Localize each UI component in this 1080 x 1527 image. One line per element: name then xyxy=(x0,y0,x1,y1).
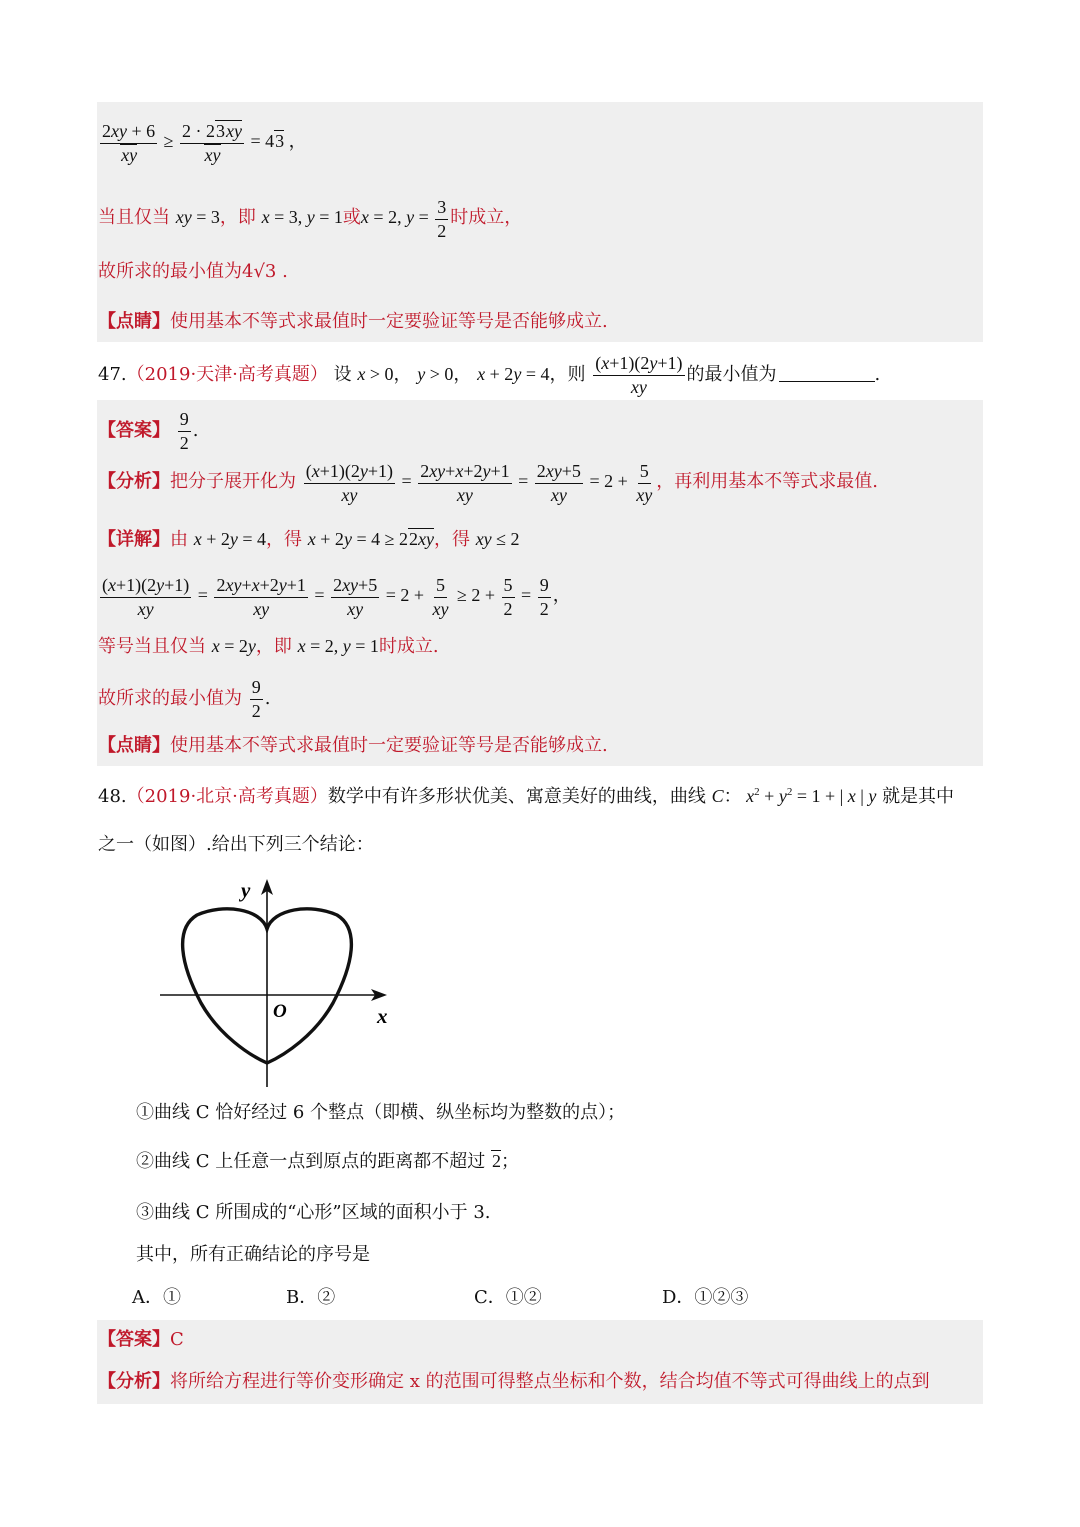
origin-label: O xyxy=(273,1001,287,1022)
statement-2: ②曲线 C 上任意一点到原点的距离都不超过 2； xyxy=(136,1151,519,1172)
option-d[interactable]: D．①②③ xyxy=(662,1287,749,1308)
derivation-47: $\frac{(x+1)(2y+1)}{xy}$ = $\frac{2xy+x+2y+1}{xy}$ = $\frac{2xy+5}{xy}$ = 2 + $\frac{5}{xy}$ ≥ 2 + $\frac{5}{2}$ = $\frac{9}{2}$ ， xyxy=(102,575,571,619)
equality-condition-47: 等号当且仅当 x = 2y，即 x = 2, y = 1时成立. xyxy=(98,636,439,657)
detail-47: 【详解】由 x + 2y = 4，得 x + 2y = 4 ≥ 22xy，得 xy ≤ 2 xyxy=(98,529,520,550)
x-axis-label: x xyxy=(377,1004,388,1028)
analysis-48: 【分析】将所给方程进行等价变形确定 x 的范围可得整点坐标和个数，结合均值不等式可得曲线上的点到 xyxy=(98,1371,930,1392)
question-48-stem-line2: 之一（如图）.给出下列三个结论： xyxy=(98,834,374,855)
remark-1: 【点睛】使用基本不等式求最值时一定要验证等号是否能够成立. xyxy=(98,311,608,332)
option-a[interactable]: A．① xyxy=(132,1287,181,1308)
question-prompt: 其中，所有正确结论的序号是 xyxy=(136,1244,370,1265)
conclusion-1: 故所求的最小值为4√3 . xyxy=(98,261,288,282)
statement-1: ①曲线 C 恰好经过 6 个整点（即横、纵坐标均为整数的点）； xyxy=(136,1102,626,1123)
answer-blank xyxy=(779,380,875,382)
equality-condition-1: 当且仅当 xy = 3，即 x = 3, y = 1或x = 2, y = $\frac{3}{2}$ 时成立， xyxy=(98,197,523,241)
statement-3: ③曲线 C 所围成的“心形”区域的面积小于 3. xyxy=(136,1202,491,1223)
conclusion-47: 故所求的最小值为 $\frac{9}{2}$ . xyxy=(98,677,271,721)
heart-curve-figure xyxy=(155,875,395,1090)
inequality-line: $\frac{2xy + 6}{xy}$ ≥ $\frac{2 \cdot 23xy}{xy}$ = 43 ， xyxy=(102,121,307,165)
analysis-47: 【分析】把分子展开化为 $\frac{(x+1)(2y+1)}{xy}$ = $\frac{2xy+x+2y+1}{xy}$ = $\frac{2xy+5}{xy}$ = 2 + $\frac{5}{xy}$ ，再利用基本不等式求最值. xyxy=(98,461,878,505)
y-axis-label: y xyxy=(241,878,251,902)
option-c[interactable]: C．①② xyxy=(474,1287,542,1308)
answer-47: 【答案】 $\frac{9}{2}$ . xyxy=(98,409,199,453)
option-b[interactable]: B．② xyxy=(286,1287,336,1308)
answer-48: 【答案】C xyxy=(98,1329,184,1350)
question-48-stem: 48.（2019·北京·高考真题）数学中有许多形状优美、寓意美好的曲线，曲线 C： $x^2 + y^2 = 1$ + | x | y 就是其中 xyxy=(98,786,955,807)
question-47-stem: 47.（2019·天津·高考真题） 设 x > 0， y > 0， x + 2y = 4，则 $\frac{(x+1)(2y+1)}{xy}$ 的最小值为 . xyxy=(98,353,881,397)
remark-47: 【点睛】使用基本不等式求最值时一定要验证等号是否能够成立. xyxy=(98,735,608,756)
